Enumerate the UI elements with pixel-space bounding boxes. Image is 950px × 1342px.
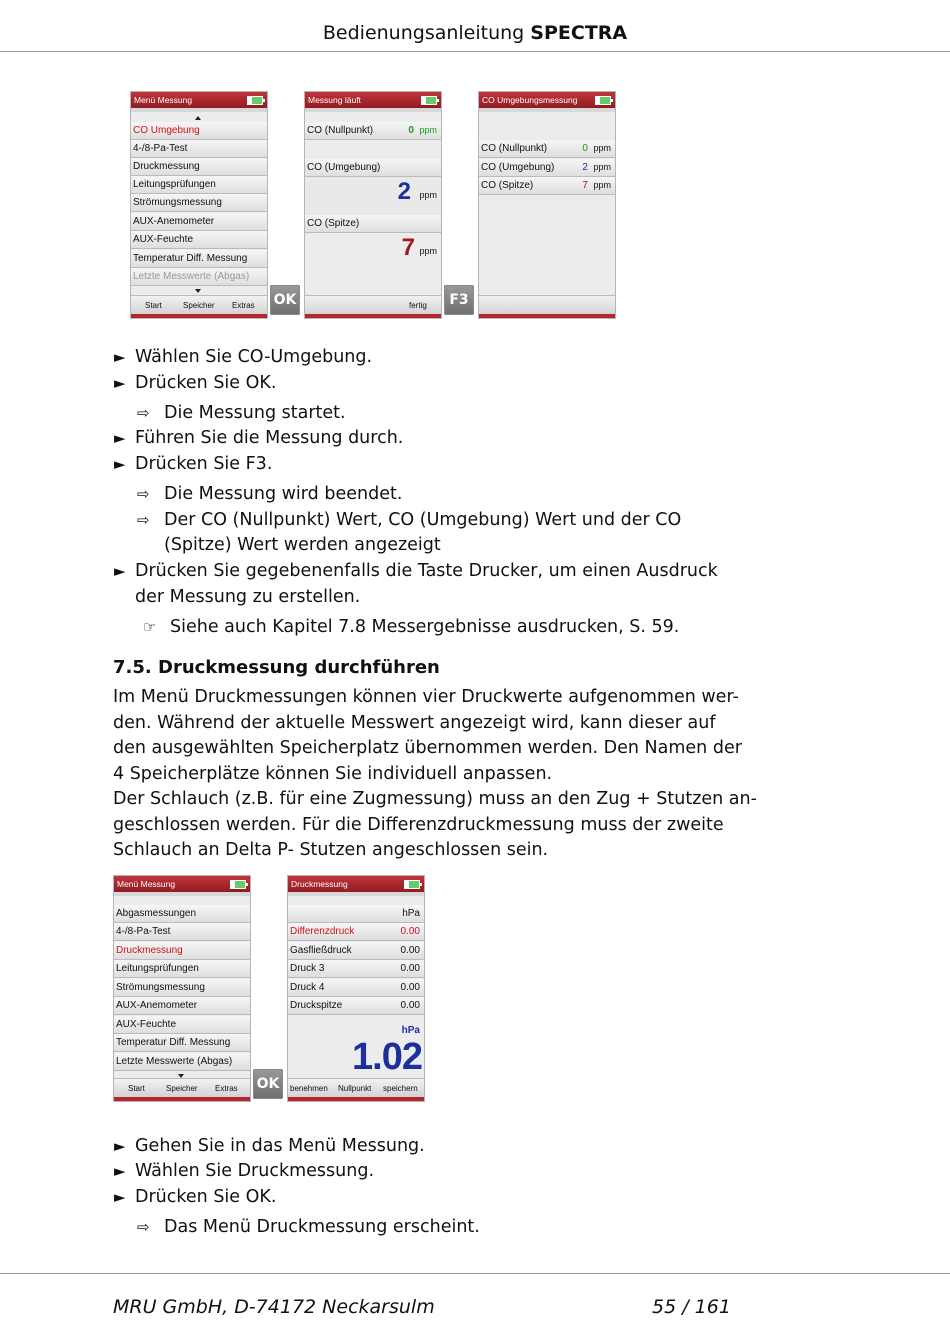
menu-item-aux-feuchte[interactable]: AUX-Feuchte <box>114 1016 250 1034</box>
softkey-speichern[interactable]: speichern <box>383 1084 418 1093</box>
screen-title: CO Umgebungsmessung <box>482 95 578 105</box>
softkey-bar <box>131 295 267 314</box>
big-value-unit: hPa <box>401 1025 420 1036</box>
step-press-f3: ► Drücken Sie F3. <box>135 452 272 477</box>
scroll-up-icon[interactable] <box>195 116 201 120</box>
softkey-bar <box>479 295 615 314</box>
screen-messung-laeuft <box>304 91 442 319</box>
menu-item-co-umgebung[interactable]: CO Umgebung <box>131 122 267 140</box>
druck-row-gasfliessdruck[interactable]: Gasfließdruck 0.00 <box>288 942 424 960</box>
screen-title: Menü Messung <box>117 879 176 889</box>
menu-item-temperatur-diff[interactable]: Temperatur Diff. Messung <box>131 250 267 268</box>
menu-item-abgasmessungen[interactable]: Abgasmessungen <box>114 905 250 923</box>
row-co-spitze: CO (Spitze) <box>305 215 441 233</box>
softkey-bar <box>114 1078 250 1097</box>
result-row-nullpunkt: CO (Nullpunkt) 0 ppm <box>479 140 615 158</box>
druck-row-druck-4[interactable]: Druck 4 0.00 <box>288 979 424 997</box>
unit-ppm: ppm <box>419 190 437 200</box>
menu-item-aux-anemometer[interactable]: AUX-Anemometer <box>114 997 250 1015</box>
co-spitze-value: 7 <box>401 234 415 261</box>
softkey-fertig[interactable]: fertig <box>409 301 427 310</box>
step-perform-measurement: ► Führen Sie die Messung durch. <box>135 426 403 451</box>
result-row-umgebung: CO (Umgebung) 2 ppm <box>479 159 615 177</box>
druck-row-differenzdruck[interactable]: Differenzdruck 0.00 <box>288 923 424 941</box>
screen-menu-messung-top <box>130 91 268 319</box>
result-measurement-ends: ⇨ Die Messung wird beendet. <box>164 482 402 507</box>
step-print: ► Drücken Sie gegebenenfalls die Taste Drucker, um einen Ausdruck <box>135 559 718 584</box>
step-select-co: ► Wählen Sie CO-Umgebung. <box>135 345 372 370</box>
battery-icon <box>595 96 611 105</box>
softkey-benehmen[interactable]: benehmen <box>290 1084 328 1093</box>
battery-icon <box>247 96 263 105</box>
battery-icon <box>404 880 420 889</box>
screen-druckmessung <box>287 875 425 1102</box>
ok-key[interactable]: OK <box>253 1069 283 1099</box>
menu-item-temperatur-diff[interactable]: Temperatur Diff. Messung <box>114 1034 250 1052</box>
result-row-spitze: CO (Spitze) 7 ppm <box>479 177 615 195</box>
menu-item-letzte-messwerte[interactable]: Letzte Messwerte (Abgas) <box>131 268 267 286</box>
row-co-umgebung: CO (Umgebung) <box>305 159 441 177</box>
menu-item-pa-test[interactable]: 4-/8-Pa-Test <box>114 923 250 941</box>
ok-key[interactable]: OK <box>270 285 300 315</box>
result-values-shown-cont: (Spitze) Wert werden angezeigt <box>164 535 441 555</box>
page-number: 55 / 161 <box>652 1296 731 1318</box>
softkey-speicher[interactable]: Speicher <box>183 301 215 310</box>
menu-item-stroemungsmessung[interactable]: Strömungsmessung <box>131 194 267 212</box>
menu-item-leitungspruefungen[interactable]: Leitungsprüfungen <box>114 960 250 978</box>
big-pressure-value: 1.02 <box>352 1036 422 1078</box>
section-heading <box>113 657 440 678</box>
softkey-extras[interactable]: Extras <box>215 1084 238 1093</box>
step-press-ok: ► Drücken Sie OK. <box>135 371 276 396</box>
menu-item-stroemungsmessung[interactable]: Strömungsmessung <box>114 979 250 997</box>
footer-company: MRU GmbH, D-74172 Neckarsulm <box>113 1296 435 1318</box>
result-menu-appears: ⇨ Das Menü Druckmessung erscheint. <box>164 1215 480 1240</box>
screen-title: Messung läuft <box>308 95 361 105</box>
druck-row-druckspitze[interactable]: Druckspitze 0.00 <box>288 997 424 1015</box>
result-values-shown: ⇨ Der CO (Nullpunkt) Wert, CO (Umgebung) Wert und der CO <box>164 508 681 533</box>
softkey-bar <box>288 1078 424 1097</box>
scroll-down-icon[interactable] <box>195 289 201 293</box>
section-paragraph: Im Menü Druckmessungen können vier Druckwerte aufgenommen wer- den. Während der aktuelle Messwert angezeigt wird, kann dieser auf den ausgewählten Speicherplatz übernommen werden. Den Namen der 4 Speicherplätze können Sie individuell anpassen. Der Schlauch (z.B. für eine Zugmessung) muss an den Zug + Stutzen an- geschlossen werden. Für die Differenzdruckmessung muss der zweite Schlauch an Delta P- Stutzen angeschlossen sein. <box>113 687 757 860</box>
softkey-speicher[interactable]: Speicher <box>166 1084 198 1093</box>
menu-item-pa-test[interactable]: 4-/8-Pa-Test <box>131 140 267 158</box>
header-title: Bedienungsanleitung <box>322 22 525 44</box>
menu-item-aux-anemometer[interactable]: AUX-Anemometer <box>131 213 267 231</box>
softkey-start[interactable]: Start <box>128 1084 145 1093</box>
reference-chapter-7-8[interactable]: ☞ Siehe auch Kapitel 7.8 Messergebnisse ausdrucken, S. 59. <box>170 615 679 640</box>
header-divider <box>0 51 950 52</box>
section-title: Druckmessung durchführen <box>158 657 440 678</box>
header-product: SPECTRA <box>530 22 628 44</box>
step-go-menu: ► Gehen Sie in das Menü Messung. <box>135 1134 425 1159</box>
footer-divider <box>0 1273 950 1274</box>
softkey-start[interactable]: Start <box>145 301 162 310</box>
unit-header-row: hPa <box>288 905 424 923</box>
f3-key[interactable]: F3 <box>444 285 474 315</box>
screen-title: Menü Messung <box>131 92 267 108</box>
screen-menu-messung-bottom <box>113 875 251 1102</box>
menu-item-druckmessung[interactable]: Druckmessung <box>131 158 267 176</box>
battery-icon <box>421 96 437 105</box>
menu-item-aux-feuchte[interactable]: AUX-Feuchte <box>131 231 267 249</box>
section-number: 7.5. <box>113 657 152 678</box>
step-select-druckmessung: ► Wählen Sie Druckmessung. <box>135 1159 374 1184</box>
menu-item-druckmessung[interactable]: Druckmessung <box>114 942 250 960</box>
co-umgebung-value: 2 <box>397 178 411 205</box>
softkey-extras[interactable]: Extras <box>232 301 255 310</box>
menu-item-letzte-messwerte[interactable]: Letzte Messwerte (Abgas) <box>114 1053 250 1071</box>
page-header <box>0 22 950 44</box>
druck-row-druck-3[interactable]: Druck 3 0.00 <box>288 960 424 978</box>
softkey-nullpunkt[interactable]: Nullpunkt <box>338 1084 372 1093</box>
step-print-cont: der Messung zu erstellen. <box>135 587 361 607</box>
step-press-ok: ► Drücken Sie OK. <box>135 1185 276 1210</box>
battery-icon <box>230 880 246 889</box>
screen-title: Druckmessung <box>291 879 348 889</box>
result-measurement-starts: ⇨ Die Messung startet. <box>164 401 346 426</box>
softkey-bar <box>305 295 441 314</box>
menu-item-leitungspruefungen[interactable]: Leitungsprüfungen <box>131 176 267 194</box>
row-co-nullpunkt: CO (Nullpunkt) 0 ppm <box>305 122 441 140</box>
screen-co-umgebungsmessung <box>478 91 616 319</box>
unit-ppm: ppm <box>419 246 437 256</box>
